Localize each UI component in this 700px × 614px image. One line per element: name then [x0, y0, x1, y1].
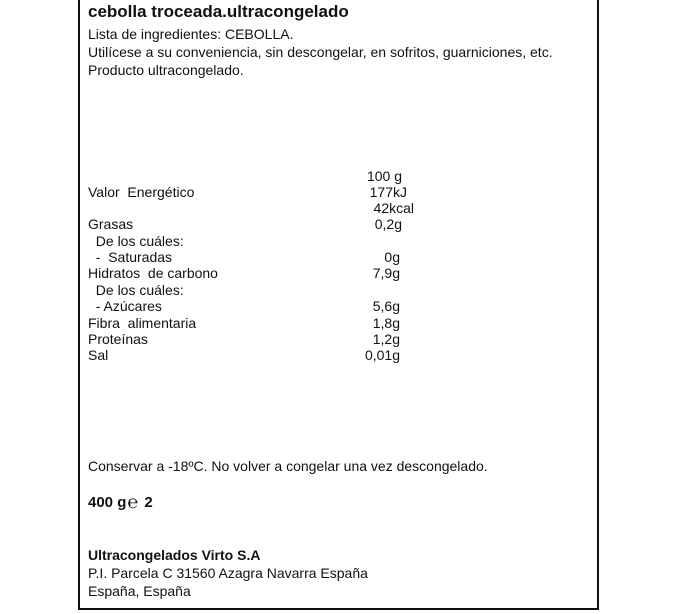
net-quantity	[88, 491, 153, 512]
nutrition-value: 42kcal	[373, 200, 414, 216]
nutrition-value: 5,6g	[372, 298, 400, 314]
storage-instructions: Conservar a -18ºC. No volver a congelar una vez descongelado.	[88, 458, 488, 474]
nutrition-label: Grasas	[88, 216, 134, 232]
estimated-sign-icon: ℮	[127, 492, 139, 512]
company-name: Ultracongelados Virto S.A	[88, 547, 261, 563]
usage-instructions: Utilícese a su conveniencia, sin descongelar, en sofritos, guarniciones, etc.	[88, 44, 553, 60]
ingredients-list: Lista de ingredientes: CEBOLLA.	[88, 26, 294, 42]
nutrition-label: - Saturadas	[88, 249, 173, 265]
nutrition-value: 7,9g	[372, 265, 400, 281]
nutrition-header: 100 g	[366, 168, 402, 184]
product-title: cebolla troceada.ultracongelado	[88, 2, 349, 21]
nutrition-label: De los cuáles:	[88, 233, 184, 249]
nutrition-label: Valor Energético	[88, 184, 195, 200]
company-country: España, España	[88, 583, 191, 599]
nutrition-label: Hidratos de carbono	[88, 265, 218, 281]
nutrition-value: 0,2g	[374, 216, 402, 232]
nutrition-label: - Azúcares	[88, 298, 162, 314]
nutrition-label: De los cuáles:	[88, 282, 184, 298]
nutrition-value: 1,8g	[372, 315, 400, 331]
nutrition-label: Proteínas	[88, 331, 148, 347]
nutrition-value: 177kJ	[369, 184, 407, 200]
nutrition-value: 0g	[384, 249, 400, 265]
product-type: Producto ultracongelado.	[88, 62, 244, 78]
net-weight: 400 g	[88, 494, 127, 511]
unit-count: 2	[144, 494, 153, 511]
nutrition-value: 0,01g	[364, 347, 400, 363]
nutrition-value: 1,2g	[372, 331, 400, 347]
company-address: P.I. Parcela C 31560 Azagra Navarra España	[88, 565, 368, 581]
nutrition-label: Sal	[88, 347, 109, 363]
nutrition-label: Fibra alimentaria	[88, 315, 197, 331]
